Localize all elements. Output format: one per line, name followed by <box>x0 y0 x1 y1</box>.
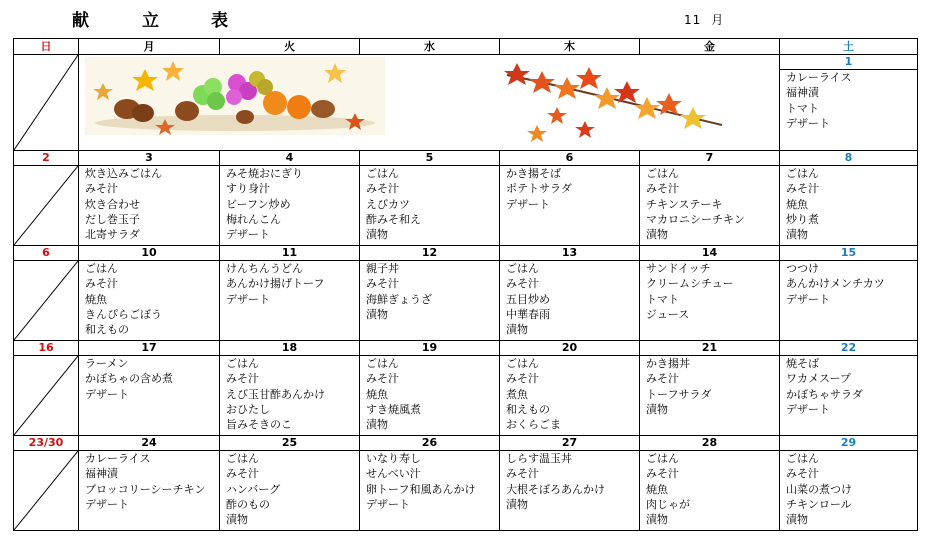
menu-cell-thu-13 <box>500 261 640 341</box>
menu-item: えびカツ <box>366 197 410 211</box>
week2-menu-row <box>14 166 918 246</box>
menu-item: みそ汁 <box>85 182 118 196</box>
sunday-empty-cell <box>14 261 79 341</box>
menu-item: デザート <box>366 497 410 511</box>
week1-sunday-cell <box>14 55 79 151</box>
menu-item: 漬物 <box>646 402 668 416</box>
date-mon-3: 3 <box>79 151 220 166</box>
menu-item: 北寄サラダ <box>85 228 140 242</box>
date-thu-27: 27 <box>500 436 640 451</box>
menu-item: 親子丼 <box>366 262 399 275</box>
menu-item: クリームシチュー <box>646 277 734 291</box>
menu-item: マカロニシーチキン <box>646 212 745 226</box>
week5-menu-row <box>14 451 918 531</box>
week1-date-row <box>14 55 918 70</box>
menu-item: みそ汁 <box>366 372 399 386</box>
week3-date-row <box>14 246 918 261</box>
maple-branch-illustration <box>497 55 727 145</box>
date-sat-1: 1 <box>780 55 918 70</box>
menu-item: しらす温玉丼 <box>506 452 572 465</box>
menu-item: ごはん <box>226 452 259 465</box>
sunday-empty-cell <box>14 356 79 436</box>
title-char-1: 献 <box>72 11 89 31</box>
menu-item: デザート <box>226 228 270 242</box>
menu-item: 煮魚 <box>506 387 528 401</box>
date-sat-8: 8 <box>780 151 918 166</box>
menu-item: 焼魚 <box>786 197 808 211</box>
menu-item: 炊き込みごはん <box>85 167 162 180</box>
menu-item: 和えもの <box>506 402 550 416</box>
menu-item: 福神漬 <box>786 86 819 100</box>
menu-item: デザート <box>786 117 830 131</box>
date-sat-22: 22 <box>780 341 918 356</box>
menu-item: ごはん <box>506 262 539 275</box>
diagonal-slash <box>14 356 78 435</box>
menu-item: 梅れんこん <box>226 212 281 226</box>
menu-item: 漬物 <box>646 228 668 242</box>
menu-item: 炊き合わせ <box>85 197 140 211</box>
menu-item: みそ汁 <box>366 182 399 196</box>
date-sat-15: 15 <box>780 246 918 261</box>
week1-decoration-cell <box>79 55 780 151</box>
menu-item: ごはん <box>786 452 819 465</box>
week5-date-row <box>14 436 918 451</box>
menu-item: 焼魚 <box>646 482 668 496</box>
menu-item: ごはん <box>506 357 539 370</box>
menu-item: ハンバーグ <box>226 482 281 496</box>
date-sun-2: 2 <box>14 151 79 166</box>
date-tue-18: 18 <box>220 341 360 356</box>
menu-item: チキンステーキ <box>646 197 723 211</box>
menu-item: せんべい汁 <box>366 467 421 481</box>
menu-item: チキンロール <box>786 497 852 511</box>
menu-cell-fri-14 <box>640 261 780 341</box>
menu-item: ごはん <box>366 167 399 180</box>
menu-item: みそ汁 <box>786 182 819 196</box>
menu-item: いなり寿し <box>366 452 421 465</box>
menu-item: ごはん <box>646 167 679 180</box>
menu-item: みそ汁 <box>506 467 539 481</box>
menu-item: 中華春雨 <box>506 307 550 321</box>
menu-item: 酢のもの <box>226 497 270 511</box>
menu-item: けんちんうどん <box>226 262 303 275</box>
menu-item: みそ汁 <box>226 467 259 481</box>
weekday-wed: 水 <box>360 39 500 55</box>
menu-item: ワカメスープ <box>786 372 851 386</box>
diagonal-slash <box>14 451 78 530</box>
menu-cell-sat-22 <box>780 356 918 436</box>
sunday-empty-cell <box>14 451 79 531</box>
menu-item: 五目炒め <box>506 292 550 306</box>
menu-item: 焼魚 <box>366 387 388 401</box>
menu-cell-tue-4 <box>220 166 360 246</box>
month-number: 11 <box>684 13 702 27</box>
menu-item: ジュース <box>646 307 690 321</box>
menu-item: 旨みそきのこ <box>226 418 292 432</box>
date-wed-26: 26 <box>360 436 500 451</box>
menu-cell-tue-18 <box>220 356 360 436</box>
menu-item: みそ汁 <box>646 467 679 481</box>
menu-item: サンドイッチ <box>646 262 711 275</box>
menu-cell-thu-27 <box>500 451 640 531</box>
week4-menu-row <box>14 356 918 436</box>
menu-item: みそ汁 <box>646 372 679 386</box>
menu-cell-fri-28 <box>640 451 780 531</box>
menu-item: デザート <box>786 292 830 306</box>
menu-item: みそ汁 <box>646 182 679 196</box>
week3-menu-row <box>14 261 918 341</box>
menu-cell-sat-1 <box>780 70 918 151</box>
menu-cell-tue-25 <box>220 451 360 531</box>
date-wed-5: 5 <box>360 151 500 166</box>
date-tue-25: 25 <box>220 436 360 451</box>
date-fri-28: 28 <box>640 436 780 451</box>
diagonal-slash <box>14 261 78 340</box>
menu-cell-wed-26 <box>360 451 500 531</box>
menu-cell-fri-7 <box>640 166 780 246</box>
menu-item: おくらごま <box>506 418 561 432</box>
menu-cell-wed-5 <box>360 166 500 246</box>
date-thu-6: 6 <box>500 151 640 166</box>
menu-item: ごはん <box>786 167 819 180</box>
menu-item: トマト <box>786 101 819 115</box>
menu-item: 漬物 <box>786 228 808 242</box>
menu-item: みそ汁 <box>85 277 118 291</box>
menu-item: 焼魚 <box>85 292 107 306</box>
menu-item: ごはん <box>226 357 259 370</box>
diagonal-slash <box>14 55 78 150</box>
sunday-empty-cell <box>14 166 79 246</box>
menu-item: カレーライス <box>85 452 151 465</box>
weekday-sun: 日 <box>14 39 79 55</box>
date-fri-21: 21 <box>640 341 780 356</box>
menu-item: 漬物 <box>506 497 528 511</box>
menu-calendar <box>13 38 918 531</box>
menu-item: 焼そば <box>786 357 819 370</box>
menu-item: 漬物 <box>366 228 388 242</box>
menu-item: 漬物 <box>366 418 388 432</box>
menu-item: すり身汁 <box>226 182 270 196</box>
menu-cell-fri-21 <box>640 356 780 436</box>
menu-item: トーフサラダ <box>646 387 712 401</box>
menu-item: デザート <box>506 197 550 211</box>
menu-item: ビーフン炒め <box>226 197 291 211</box>
menu-item: おひたし <box>226 402 270 416</box>
menu-cell-thu-20 <box>500 356 640 436</box>
menu-item: みそ汁 <box>506 372 539 386</box>
month-unit: 月 <box>711 13 725 27</box>
menu-item: みそ汁 <box>226 372 259 386</box>
weekday-fri: 金 <box>640 39 780 55</box>
date-thu-20: 20 <box>500 341 640 356</box>
menu-item: ブロッコリーシーチキン <box>85 482 206 496</box>
weekday-sat: 土 <box>780 39 918 55</box>
menu-cell-mon-10 <box>79 261 220 341</box>
menu-item: 大根そぼろあんかけ <box>506 482 605 496</box>
menu-item: ポテトサラダ <box>506 182 572 196</box>
title-char-2: 立 <box>142 11 159 31</box>
menu-item: デザート <box>226 292 270 306</box>
menu-item: あんかけ揚げトーフ <box>226 277 325 291</box>
menu-item: 山菜の煮つけ <box>786 482 852 496</box>
menu-item: ごはん <box>366 357 399 370</box>
menu-item: ごはん <box>646 452 679 465</box>
menu-item: かぼちゃサラダ <box>786 387 863 401</box>
menu-item: みそ汁 <box>366 277 399 291</box>
date-sun-6: 6 <box>14 246 79 261</box>
menu-item: カレーライス <box>786 71 852 85</box>
menu-item: ごはん <box>85 262 118 275</box>
menu-item: かぼちゃの含め煮 <box>85 372 173 386</box>
weekday-header-row <box>14 39 918 55</box>
menu-item: みそ汁 <box>786 467 819 481</box>
menu-item: みそ汁 <box>506 277 539 291</box>
menu-item: 漬物 <box>226 513 248 527</box>
menu-item: 漬物 <box>366 307 388 321</box>
menu-item: 漬物 <box>506 323 528 337</box>
month-label <box>684 11 724 28</box>
menu-item: 肉じゃが <box>646 497 690 511</box>
date-fri-14: 14 <box>640 246 780 261</box>
menu-item: きんぴらごぼう <box>85 307 162 321</box>
menu-item: デザート <box>786 402 830 416</box>
date-tue-4: 4 <box>220 151 360 166</box>
menu-cell-sat-15 <box>780 261 918 341</box>
menu-cell-mon-3 <box>79 166 220 246</box>
date-fri-7: 7 <box>640 151 780 166</box>
menu-item: かき揚そば <box>506 167 561 180</box>
date-sun-23-30: 23/30 <box>14 436 79 451</box>
menu-item: 卵トーフ和風あんかけ <box>366 482 476 496</box>
menu-cell-mon-24 <box>79 451 220 531</box>
weekday-mon: 月 <box>79 39 220 55</box>
menu-item: あんかけメンチカツ <box>786 277 885 291</box>
menu-cell-sat-29 <box>780 451 918 531</box>
menu-item: 漬物 <box>786 513 808 527</box>
menu-item: デザート <box>85 497 129 511</box>
date-mon-24: 24 <box>79 436 220 451</box>
menu-item: 海鮮ぎょうざ <box>366 292 432 306</box>
menu-item: えび玉甘酢あんかけ <box>226 387 325 401</box>
menu-item: つつけ <box>786 262 819 275</box>
menu-item: だし巻玉子 <box>85 212 140 226</box>
week2-date-row <box>14 151 918 166</box>
title-char-3: 表 <box>211 11 228 31</box>
menu-item: トマト <box>646 292 679 306</box>
menu-cell-thu-6 <box>500 166 640 246</box>
menu-item: かき揚丼 <box>646 357 690 370</box>
menu-cell-mon-17 <box>79 356 220 436</box>
date-mon-10: 10 <box>79 246 220 261</box>
date-sat-29: 29 <box>780 436 918 451</box>
menu-cell-sat-8 <box>780 166 918 246</box>
menu-cell-wed-19 <box>360 356 500 436</box>
menu-item: すき焼風煮 <box>366 402 421 416</box>
date-mon-17: 17 <box>79 341 220 356</box>
menu-item: 酢みそ和え <box>366 212 421 226</box>
diagonal-slash <box>14 166 78 245</box>
date-thu-13: 13 <box>500 246 640 261</box>
menu-item: 福神漬 <box>85 467 118 481</box>
menu-item: 炒り煮 <box>786 212 819 226</box>
date-sun-16: 16 <box>14 341 79 356</box>
weekday-thu: 木 <box>500 39 640 55</box>
date-tue-11: 11 <box>220 246 360 261</box>
autumn-fruits-illustration <box>85 57 385 135</box>
menu-cell-wed-12 <box>360 261 500 341</box>
menu-item: 漬物 <box>646 513 668 527</box>
menu-item: 和えもの <box>85 323 129 337</box>
date-wed-12: 12 <box>360 246 500 261</box>
menu-item: ラーメン <box>85 357 129 370</box>
menu-item: デザート <box>85 387 129 401</box>
week4-date-row <box>14 341 918 356</box>
weekday-tue: 火 <box>220 39 360 55</box>
menu-cell-tue-11 <box>220 261 360 341</box>
date-wed-19: 19 <box>360 341 500 356</box>
menu-item: みそ焼おにぎり <box>226 167 303 180</box>
